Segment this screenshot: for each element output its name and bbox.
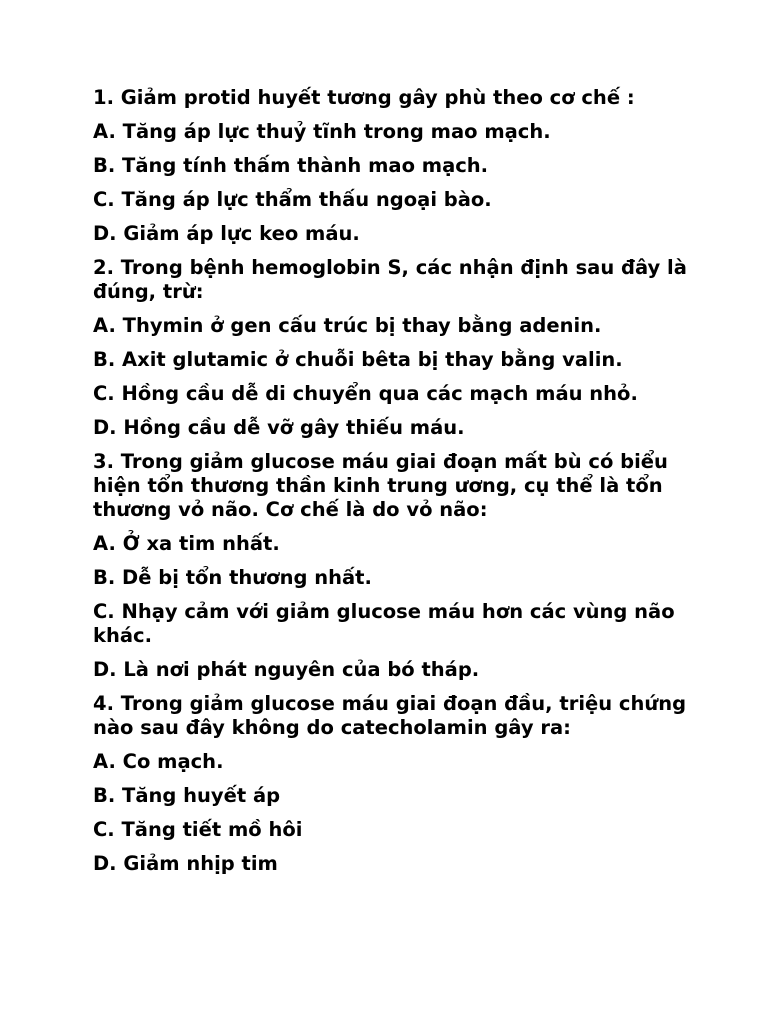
question-1-option-c: C. Tăng áp lực thẩm thấu ngoại bào. xyxy=(93,188,492,211)
question-2-option-a: A. Thymin ở gen cấu trúc bị thay bằng adenin. xyxy=(93,314,602,337)
question-3-option-d: D. Là nơi phát nguyên của bó tháp. xyxy=(93,658,480,681)
question-2: 2. Trong bệnh hemoglobin S, các nhận định sau đây là đúng, trừ: xyxy=(93,256,687,303)
question-1-option-d: D. Giảm áp lực keo máu. xyxy=(93,222,360,245)
question-4-option-d: D. Giảm nhịp tim xyxy=(93,852,278,875)
question-4: 4. Trong giảm glucose máu giai đoạn đầu, triệu chứng nào sau đây không do catecholamin gây ra: xyxy=(93,692,687,739)
question-2-option-d: D. Hồng cầu dễ vỡ gây thiếu máu. xyxy=(93,416,465,439)
question-3-option-a: A. Ở xa tim nhất. xyxy=(93,532,280,555)
question-4-option-c: C. Tăng tiết mồ hôi xyxy=(93,818,303,841)
question-4-option-b: B. Tăng huyết áp xyxy=(93,784,281,807)
question-4-option-a: A. Co mạch. xyxy=(93,750,224,773)
question-3-option-b: B. Dễ bị tổn thương nhất. xyxy=(93,566,372,589)
question-3-option-c: C. Nhạy cảm với giảm glucose máu hơn các vùng não khác. xyxy=(93,600,675,647)
question-1-option-a: A. Tăng áp lực thuỷ tĩnh trong mao mạch. xyxy=(93,120,551,143)
question-1-option-b: B. Tăng tính thấm thành mao mạch. xyxy=(93,154,489,177)
question-2-option-b: B. Axit glutamic ở chuỗi bêta bị thay bằng valin. xyxy=(93,348,623,371)
question-1: 1. Giảm protid huyết tương gây phù theo cơ chế : xyxy=(93,86,635,109)
question-3: 3. Trong giảm glucose máu giai đoạn mất bù có biểu hiện tổn thương thần kinh trung ương, cụ thể là tổn thương vỏ não. Cơ chế là do vỏ não: xyxy=(93,450,668,521)
question-2-option-c: C. Hồng cầu dễ di chuyển qua các mạch máu nhỏ. xyxy=(93,382,638,405)
quiz-document xyxy=(93,86,693,886)
